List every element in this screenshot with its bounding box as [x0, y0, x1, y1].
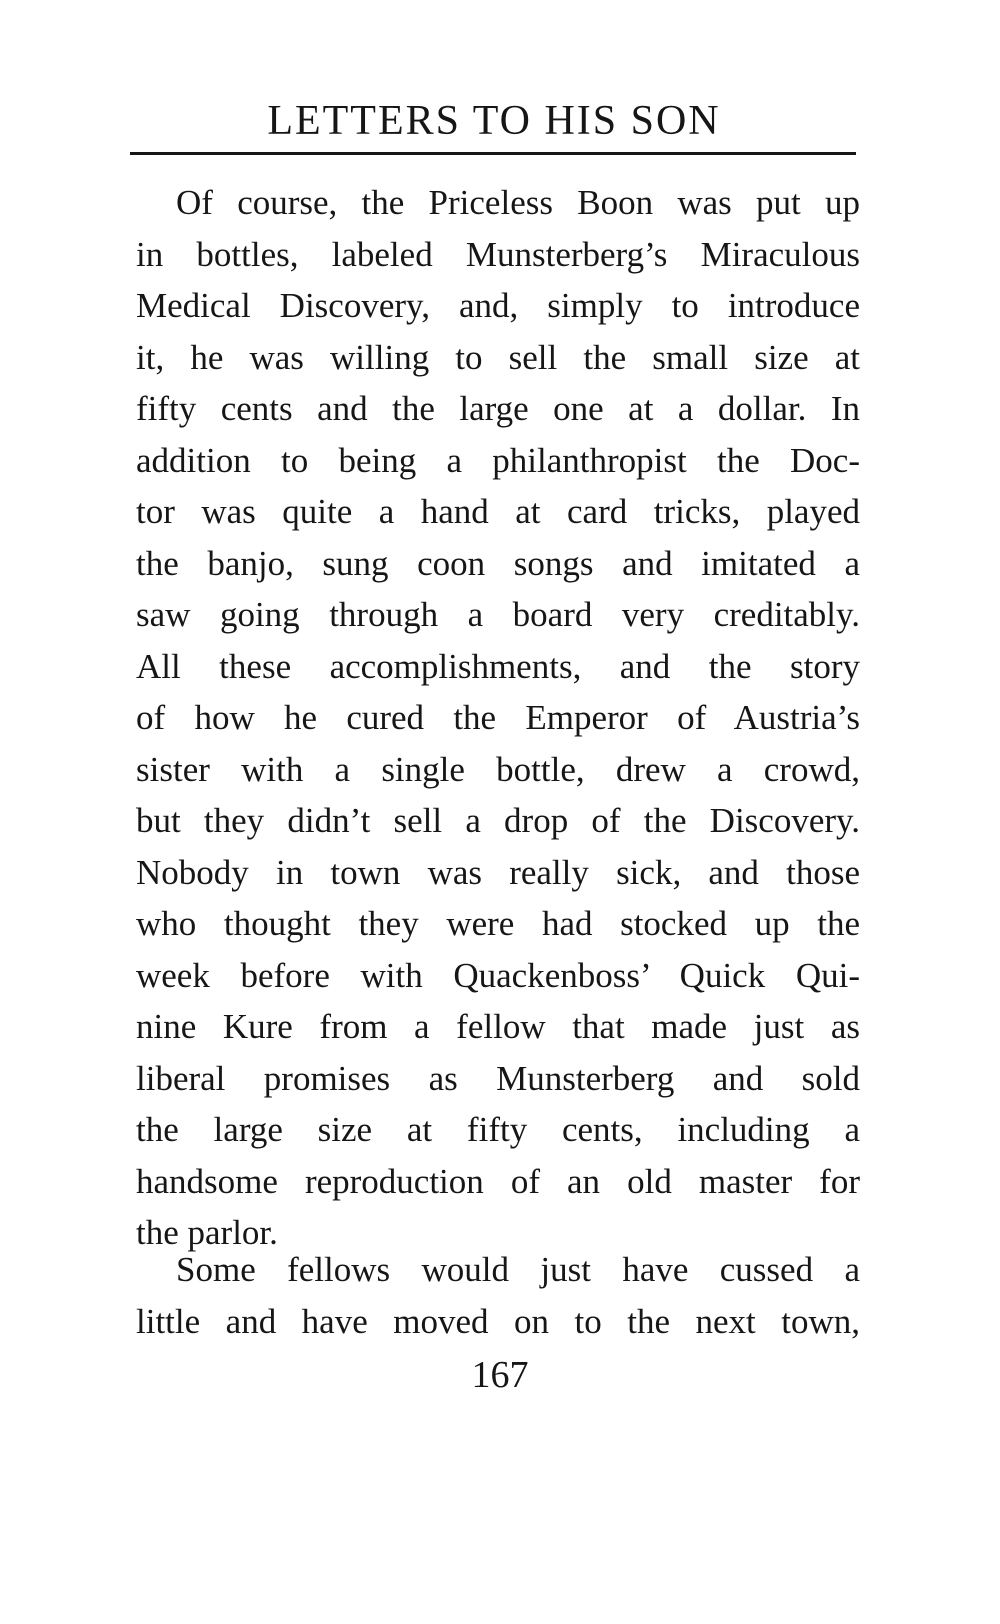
text-line: it, he was willing to sell the small size at — [136, 337, 860, 377]
text-line: nine Kure from a fellow that made just as — [136, 1007, 860, 1046]
text-line: All these accomplishments, and the story — [136, 646, 860, 686]
text-line: the banjo, sung coon songs and imitated a — [136, 543, 860, 583]
text-line: week before with Quackenboss’ Quick Qui- — [136, 955, 860, 995]
text-line: of how he cured the Emperor of Austria’s — [136, 698, 860, 737]
page-number: 167 — [471, 1354, 529, 1396]
text-line: liberal promises as Munsterberg and sold — [136, 1058, 860, 1098]
text-line: tor was quite a hand at card tricks, played — [136, 492, 860, 531]
text-line: but they didn’t sell a drop of the Discovery. — [136, 801, 860, 840]
text-line: the large size at fifty cents, including a — [136, 1110, 860, 1149]
text-line: handsome reproduction of an old master for — [136, 1161, 860, 1201]
text-line: Nobody in town was really sick, and those — [136, 852, 860, 892]
text-line: sister with a single bottle, drew a crowd, — [136, 749, 860, 789]
paragraph-2 — [136, 1244, 860, 1347]
paragraph-1 — [136, 177, 860, 1259]
text-line: addition to being a philanthropist the Doc- — [136, 440, 860, 480]
header-rule — [130, 152, 856, 155]
text-line: saw going through a board very creditably. — [136, 595, 860, 634]
text-line: Some fellows would just have cussed a — [176, 1250, 860, 1289]
text-line: in bottles, labeled Munsterberg’s Miraculous — [136, 234, 860, 274]
text-line: the parlor. — [136, 1213, 278, 1252]
text-line: fifty cents and the large one at a dollar. In — [136, 389, 860, 428]
text-line: who thought they were had stocked up the — [136, 904, 860, 943]
running-header: LETTERS TO HIS SON — [267, 98, 721, 144]
text-line: little and have moved on to the next town, — [136, 1301, 860, 1341]
text-line: Of course, the Priceless Boon was put up — [176, 183, 860, 222]
text-line: Medical Discovery, and, simply to introduce — [136, 286, 860, 325]
